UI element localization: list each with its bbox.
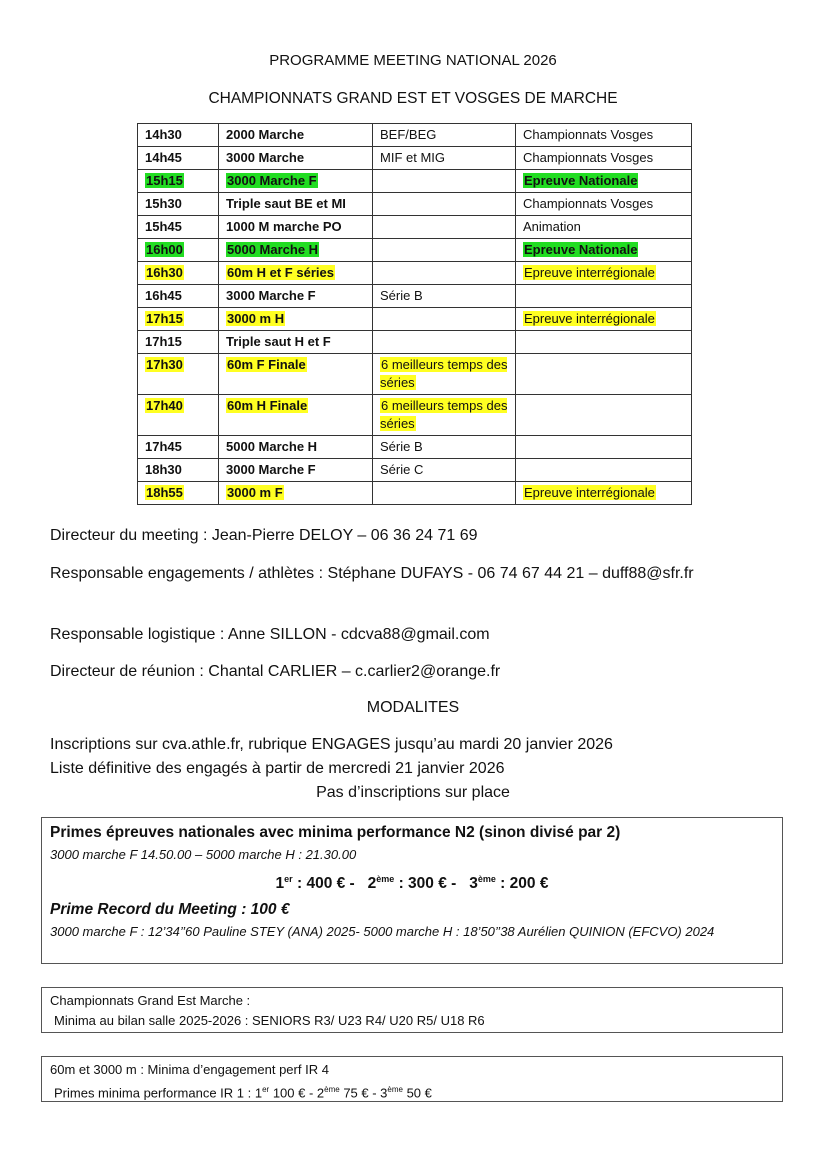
- modalites-line1: Inscriptions sur cva.athle.fr, rubrique ENGAGES jusqu’au mardi 20 janvier 2026: [50, 736, 613, 753]
- schedule-event-cell: [219, 193, 373, 216]
- schedule-time: 17h15: [145, 334, 182, 349]
- schedule-event: 3000 m H: [227, 311, 285, 326]
- schedule-row: [138, 395, 692, 436]
- schedule-status: Epreuve Nationale: [524, 242, 638, 257]
- schedule-status-cell: [516, 239, 692, 262]
- schedule-event-cell: [219, 216, 373, 239]
- schedule-info-cell: [373, 239, 516, 262]
- schedule-time-cell: [138, 147, 219, 170]
- schedule-row: [138, 331, 692, 354]
- schedule-event-cell: [219, 124, 373, 147]
- page-title: PROGRAMME MEETING NATIONAL 2026: [269, 52, 557, 69]
- ir4-text-c: 75 € - 3: [339, 1085, 388, 1101]
- prize-2-amount: : 300 € -: [394, 875, 457, 893]
- schedule-row: [138, 193, 692, 216]
- schedule-info-cell: [373, 308, 516, 331]
- schedule-event: 5000 Marche H: [226, 439, 318, 454]
- grand-est-line1: Championnats Grand Est Marche :: [50, 993, 251, 1008]
- schedule-time: 17h40: [146, 398, 183, 413]
- schedule-row: [138, 170, 692, 193]
- schedule-info-cell: [373, 331, 516, 354]
- record-title: Prime Record du Meeting : 100 €: [50, 901, 290, 919]
- ir4-text-d: 50 €: [402, 1085, 432, 1101]
- schedule-event: 60m H Finale: [227, 398, 308, 413]
- schedule-info: MIF et MIG: [380, 150, 445, 165]
- schedule-status-cell: [516, 308, 692, 331]
- ir4-line2: [50, 1080, 774, 1103]
- schedule-time-cell: [138, 285, 219, 308]
- schedule-status: Epreuve interrégionale: [524, 485, 655, 500]
- schedule-time: 14h30: [145, 127, 182, 142]
- schedule-row: [138, 436, 692, 459]
- schedule-status-cell: [516, 285, 692, 308]
- ir4-box: [41, 1056, 783, 1102]
- schedule-event-cell: [219, 354, 373, 395]
- schedule-time-cell: [138, 216, 219, 239]
- schedule-time: 15h15: [146, 173, 183, 188]
- schedule-time: 17h30: [146, 357, 183, 372]
- schedule-event: 3000 Marche F: [227, 173, 317, 188]
- primes-amounts: [50, 865, 774, 898]
- contact-engagements: Responsable engagements / athlètes : Stéphane DUFAYS - 06 74 67 44 21 – duff88@sfr.fr: [50, 565, 694, 582]
- schedule-row: [138, 354, 692, 395]
- schedule-time: 16h00: [146, 242, 183, 257]
- schedule-event: Triple saut H et F: [226, 334, 331, 349]
- schedule-info: 6 meilleurs temps des séries: [380, 357, 508, 390]
- schedule-row: [138, 124, 692, 147]
- schedule-status-cell: [516, 436, 692, 459]
- schedule-info-cell: [373, 124, 516, 147]
- schedule-info: Série C: [380, 462, 424, 477]
- schedule-event: 3000 Marche F: [226, 288, 316, 303]
- modalites-line2: Liste définitive des engagés à partir de mercredi 21 janvier 2026: [50, 760, 505, 777]
- schedule-info: Série B: [380, 439, 423, 454]
- schedule-status: Epreuve Nationale: [524, 173, 638, 188]
- schedule-event: 60m H et F séries: [227, 265, 334, 280]
- schedule-time-cell: [138, 124, 219, 147]
- schedule-event-cell: [219, 239, 373, 262]
- schedule-status-cell: [516, 331, 692, 354]
- schedule-event-cell: [219, 436, 373, 459]
- prize-1-sup: er: [284, 874, 293, 884]
- schedule-event-cell: [219, 459, 373, 482]
- schedule-row: [138, 262, 692, 285]
- schedule-time: 17h45: [145, 439, 182, 454]
- schedule-time-cell: [138, 170, 219, 193]
- schedule-time-cell: [138, 459, 219, 482]
- schedule-info-cell: [373, 459, 516, 482]
- ir4-sup3: ème: [387, 1085, 403, 1094]
- schedule-time-cell: [138, 239, 219, 262]
- schedule-event: 2000 Marche: [226, 127, 305, 142]
- schedule-row: [138, 308, 692, 331]
- schedule-info-cell: [373, 436, 516, 459]
- schedule-row: [138, 459, 692, 482]
- schedule-time-cell: [138, 262, 219, 285]
- contact-reunion: Directeur de réunion : Chantal CARLIER – c.carlier2@orange.fr: [50, 663, 501, 680]
- contact-logistique: Responsable logistique : Anne SILLON - cdcva88@gmail.com: [50, 626, 490, 643]
- schedule-info-cell: [373, 395, 516, 436]
- primes-heading: Primes épreuves nationales avec minima performance N2 (sinon divisé par 2): [50, 824, 621, 841]
- ir4-line1: 60m et 3000 m : Minima d’engagement perf IR 4: [50, 1062, 329, 1077]
- modalites-line3: Pas d’inscriptions sur place: [316, 784, 510, 801]
- page-subtitle: CHAMPIONNATS GRAND EST ET VOSGES DE MARCHE: [208, 90, 618, 107]
- grand-est-line2: Minima au bilan salle 2025-2026 : SENIORS R3/ U23 R4/ U20 R5/ U18 R6: [54, 1013, 485, 1028]
- schedule-time-cell: [138, 354, 219, 395]
- schedule-status: Epreuve interrégionale: [524, 265, 655, 280]
- schedule-info-cell: [373, 147, 516, 170]
- schedule-info: BEF/BEG: [380, 127, 437, 142]
- schedule-status: Animation: [523, 219, 581, 234]
- ir4-sup2: ème: [324, 1085, 340, 1094]
- schedule-time: 14h45: [145, 150, 182, 165]
- schedule-status: Epreuve interrégionale: [524, 311, 655, 326]
- schedule-status-cell: [516, 354, 692, 395]
- schedule-status-cell: [516, 216, 692, 239]
- schedule-event-cell: [219, 170, 373, 193]
- schedule-status-cell: [516, 193, 692, 216]
- modalites-title: MODALITES: [366, 699, 460, 716]
- primes-box: [41, 817, 783, 964]
- schedule-status-cell: [516, 147, 692, 170]
- prize-1-amount: : 400 € -: [292, 875, 355, 893]
- schedule-event-cell: [219, 262, 373, 285]
- schedule-info: Série B: [380, 288, 423, 303]
- schedule-info-cell: [373, 170, 516, 193]
- schedule-time: 16h30: [146, 265, 183, 280]
- schedule-row: [138, 239, 692, 262]
- schedule-time-cell: [138, 331, 219, 354]
- grand-est-box: [41, 987, 783, 1033]
- prize-2-rank: 2: [367, 875, 377, 893]
- schedule-info-cell: [373, 216, 516, 239]
- schedule-time: 17h15: [146, 311, 183, 326]
- schedule-event-cell: [219, 482, 373, 505]
- schedule-row: [138, 285, 692, 308]
- schedule-event: 5000 Marche H: [227, 242, 319, 257]
- schedule-event: 1000 M marche PO: [226, 219, 342, 234]
- record-detail: 3000 marche F : 12’34’’60 Pauline STEY (ANA) 2025- 5000 marche H : 18’50’’38 Aurélien QUINION (EFCVO) 2024: [50, 924, 715, 940]
- prize-1-rank: 1: [275, 875, 285, 893]
- schedule-event-cell: [219, 395, 373, 436]
- schedule-time-cell: [138, 193, 219, 216]
- ir4-text-b: 100 € - 2: [269, 1085, 325, 1101]
- schedule-body: [138, 124, 692, 505]
- schedule-time-cell: [138, 395, 219, 436]
- schedule-event: 3000 Marche: [226, 150, 305, 165]
- schedule-status: Championnats Vosges: [523, 196, 654, 211]
- schedule-time: 18h30: [145, 462, 182, 477]
- contact-directeur: Directeur du meeting : Jean-Pierre DELOY – 06 36 24 71 69: [50, 527, 478, 544]
- prize-3-sup: ème: [477, 874, 496, 884]
- schedule-row: [138, 216, 692, 239]
- ir4-sup1: er: [262, 1085, 270, 1094]
- schedule-status-cell: [516, 262, 692, 285]
- schedule-info-cell: [373, 285, 516, 308]
- prize-3-rank: 3: [469, 875, 478, 893]
- schedule-event-cell: [219, 308, 373, 331]
- schedule-info: 6 meilleurs temps des séries: [380, 398, 508, 431]
- schedule-status: Championnats Vosges: [523, 150, 654, 165]
- prize-3-amount: : 200 €: [495, 875, 549, 893]
- schedule-time-cell: [138, 436, 219, 459]
- schedule-info-cell: [373, 262, 516, 285]
- schedule-status-cell: [516, 459, 692, 482]
- schedule-event-cell: [219, 285, 373, 308]
- schedule-status-cell: [516, 395, 692, 436]
- schedule-status-cell: [516, 124, 692, 147]
- schedule-time: 18h55: [146, 485, 183, 500]
- schedule-info-cell: [373, 354, 516, 395]
- schedule-event: 3000 m F: [227, 485, 283, 500]
- prize-2-sup: ème: [376, 874, 395, 884]
- schedule-event: Triple saut BE et MI: [226, 196, 346, 211]
- schedule-event: 3000 Marche F: [226, 462, 316, 477]
- schedule-status: Championnats Vosges: [523, 127, 654, 142]
- schedule-status-cell: [516, 482, 692, 505]
- schedule-event: 60m F Finale: [227, 357, 306, 372]
- schedule-status-cell: [516, 170, 692, 193]
- schedule-time-cell: [138, 308, 219, 331]
- schedule-info-cell: [373, 193, 516, 216]
- schedule-event-cell: [219, 331, 373, 354]
- schedule-time-cell: [138, 482, 219, 505]
- schedule-info-cell: [373, 482, 516, 505]
- schedule-table: [137, 123, 692, 505]
- primes-minima: 3000 marche F 14.50.00 – 5000 marche H : 21.30.00: [50, 847, 357, 862]
- ir4-text-a: Primes minima performance IR 1 : 1: [54, 1085, 263, 1101]
- schedule-event-cell: [219, 147, 373, 170]
- schedule-row: [138, 482, 692, 505]
- schedule-time: 15h45: [145, 219, 182, 234]
- schedule-time: 16h45: [145, 288, 182, 303]
- schedule-time: 15h30: [145, 196, 182, 211]
- schedule-row: [138, 147, 692, 170]
